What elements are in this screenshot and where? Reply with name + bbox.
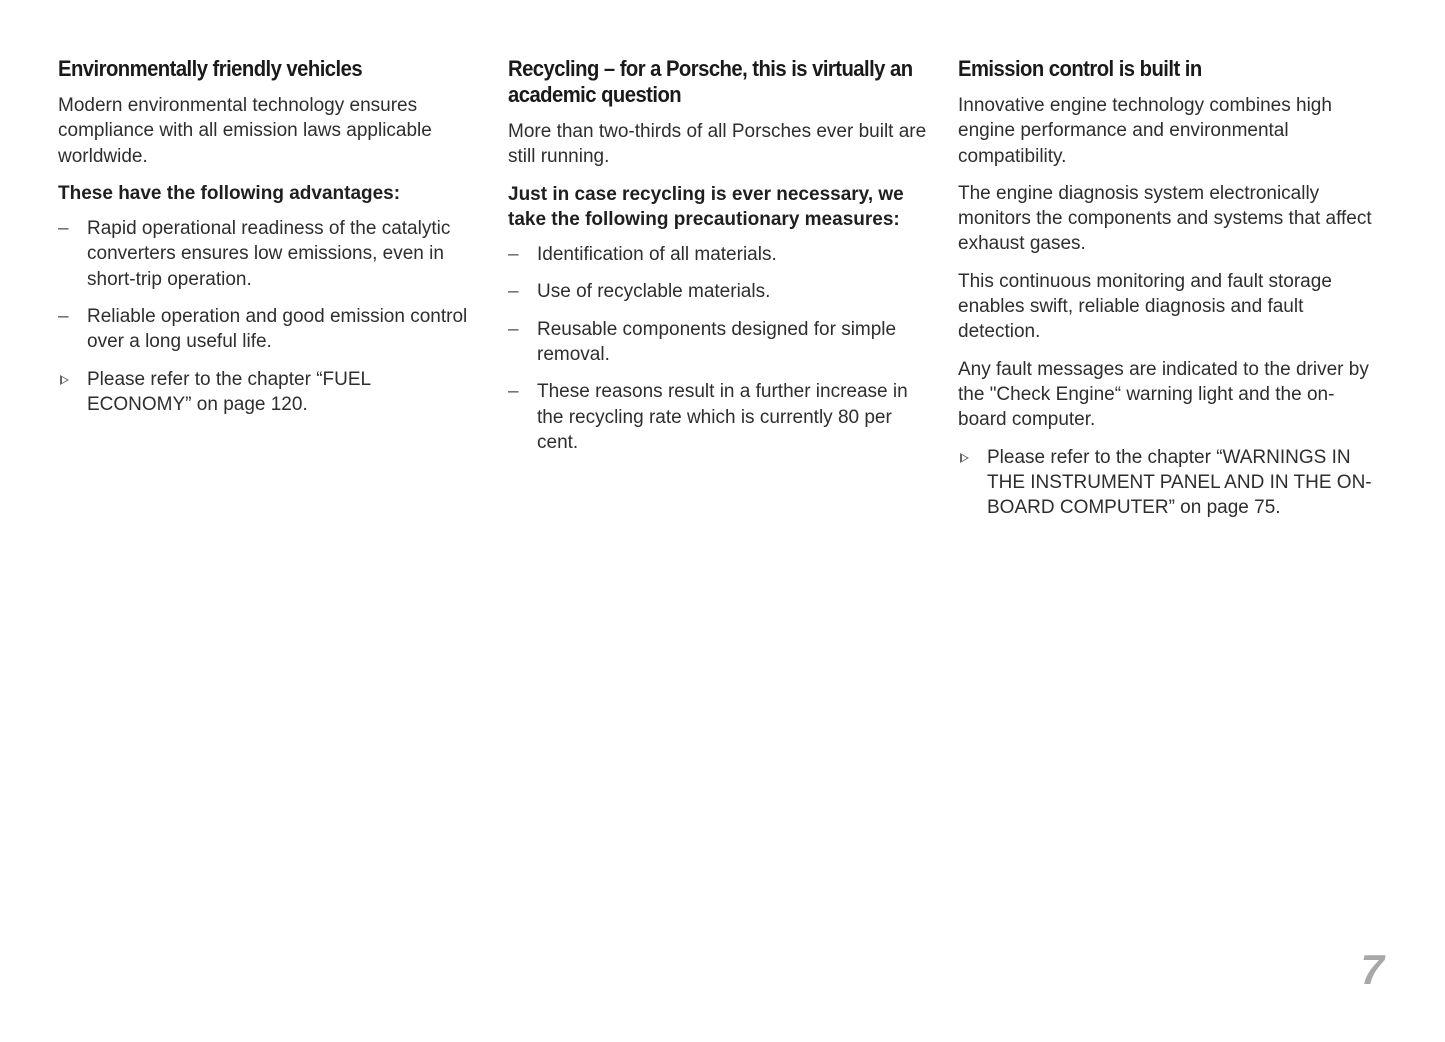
cross-reference-text: Please refer to the chapter “WARNINGS IN THE INSTRUMENT PANEL AND IN THE ON-BOARD COMPUTER” on page 75. [987, 446, 1372, 519]
body-paragraph: The engine diagnosis system electronically monitors the components and systems that affect exhaust gases. [958, 182, 1372, 255]
body-paragraph: Any fault messages are indicated to the driver by the "Check Engine“ warning light and the on-board computer. [958, 358, 1369, 431]
body-paragraph: This continuous monitoring and fault storage enables swift, reliable diagnosis and fault detection. [958, 270, 1332, 343]
measures-list [508, 242, 928, 455]
dash-bullet: – [58, 306, 69, 328]
body-paragraph: Innovative engine technology combines high engine performance and environmental compatibility. [958, 95, 1332, 167]
list-item [58, 304, 478, 355]
section-heading: Recycling – for a Porsche, this is virtually an academic question [508, 56, 913, 107]
page-number: 7 [1360, 946, 1383, 993]
intro-paragraph: Modern environmental technology ensures compliance with all emission laws applicable worldwide. [58, 95, 432, 167]
section-heading: Emission control is built in [958, 56, 1202, 81]
intro-paragraph: More than two-thirds of all Porsches ever built are still running. [508, 121, 927, 168]
list-subheading: These have the following advantages: [58, 182, 401, 204]
column-recycling [508, 56, 928, 467]
list-subheading: Just in case recycling is ever necessary, we take the following precautionary measures: [508, 183, 904, 230]
list-item-text: Reliable operation and good emission control over a long useful life. [87, 306, 468, 353]
list-item [58, 216, 478, 292]
reference-list [958, 445, 1378, 521]
dash-bullet: – [508, 381, 519, 403]
dash-bullet: – [58, 218, 69, 240]
dash-bullet: – [508, 318, 519, 340]
list-item-text: Identification of all materials. [537, 244, 777, 266]
dash-bullet: – [508, 244, 519, 266]
reference-arrow-icon [60, 375, 69, 385]
list-item [508, 317, 928, 368]
cross-reference-text: Please refer to the chapter “FUEL ECONOMY” on page 120. [87, 368, 371, 415]
column-environmentally-friendly [58, 56, 478, 429]
list-item [508, 379, 928, 455]
cross-reference [58, 367, 478, 418]
list-item [508, 279, 928, 304]
reference-arrow-icon [960, 453, 969, 463]
dash-bullet: – [508, 281, 519, 303]
list-item-text: Use of recyclable materials. [537, 281, 771, 303]
list-item-text: Rapid operational readiness of the catalytic converters ensures low emissions, even in short-trip operation. [87, 218, 451, 290]
section-heading: Environmentally friendly vehicles [58, 56, 363, 81]
cross-reference [958, 445, 1378, 521]
column-emission-control [958, 56, 1378, 532]
list-item [508, 242, 928, 267]
list-item-text: Reusable components designed for simple removal. [537, 318, 897, 366]
advantages-list [58, 216, 478, 417]
list-item-text: These reasons result in a further increase in the recycling rate which is currently 80 per cent. [537, 381, 908, 453]
